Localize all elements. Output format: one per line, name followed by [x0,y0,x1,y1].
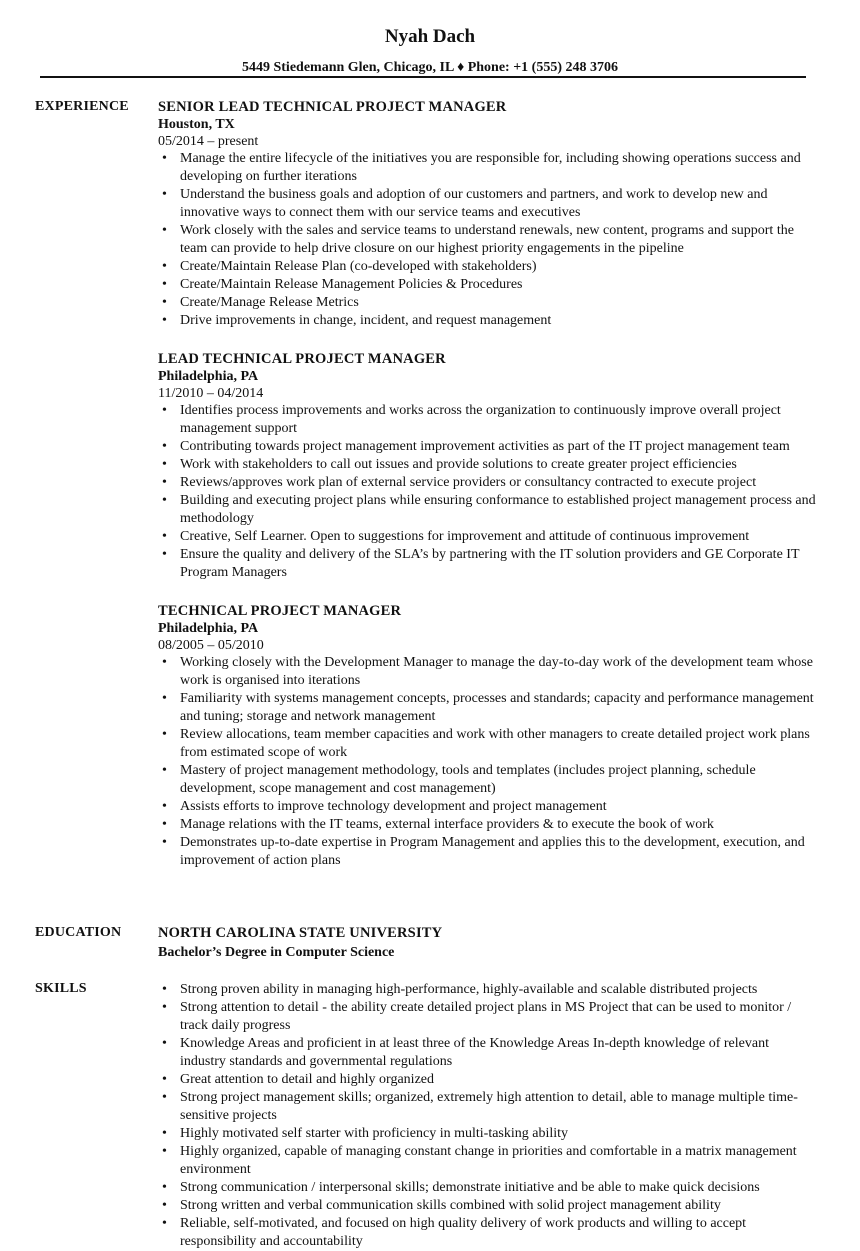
list-item: • Work with stakeholders to call out issues and provide solutions to create greater project efficiencies [158,456,818,474]
job-title: LEAD TECHNICAL PROJECT MANAGER [158,351,446,367]
list-item: • Create/Manage Release Metrics [158,294,818,312]
list-item: • Contributing towards project management improvement activities as part of the IT project management team [158,438,818,456]
education-body [158,924,818,964]
job-location: Philadelphia, PA [158,621,259,636]
list-item: • Great attention to detail and highly organized [158,1071,818,1089]
experience-heading: EXPERIENCE [35,99,129,114]
skills-heading: SKILLS [35,981,87,996]
job-entry [158,98,818,330]
list-item: • Knowledge Areas and proficient in at least three of the Knowledge Areas In-depth knowledge of relevant industry standards and governmental regulations [158,1035,818,1071]
job-bullet-list [158,654,818,870]
list-item: • Strong project management skills; organized, extremely high attention to detail, able to manage multiple time-sensitive projects [158,1089,818,1125]
list-item: • Ensure the quality and delivery of the SLA’s by partnering with the IT solution providers and GE Corporate IT Program Managers [158,546,818,582]
list-item: • Reviews/approves work plan of external service providers or consultancy contracted to execute project [158,474,818,492]
list-item: • Strong communication / interpersonal skills; demonstrate initiative and be able to make quick decisions [158,1179,818,1197]
education-heading: EDUCATION [35,925,122,940]
resume-header [0,0,860,77]
list-item: • Working closely with the Development Manager to manage the day-to-day work of the development team whose work is organised into iterations [158,654,818,690]
job-dates: 08/2005 – 05/2010 [158,638,264,653]
header-divider [40,76,806,78]
list-item: • Demonstrates up-to-date expertise in Program Management and applies this to the development, execution, and improvement of action plans [158,834,818,870]
school-name: NORTH CAROLINA STATE UNIVERSITY [158,925,443,941]
list-item: • Drive improvements in change, incident, and request management [158,312,818,330]
list-item: • Create/Maintain Release Plan (co-developed with stakeholders) [158,258,818,276]
list-item: • Manage the entire lifecycle of the initiatives you are responsible for, including showing operations success and developing on further iterations [158,150,818,186]
skills-body [158,980,818,1251]
skills-bullet-list [158,981,818,1251]
list-item: • Manage relations with the IT teams, external interface providers & to execute the book of work [158,816,818,834]
list-item: • Assists efforts to improve technology development and project management [158,798,818,816]
list-item: • Review allocations, team member capacities and work with other managers to create detailed project work plans from estimated scope of work [158,726,818,762]
list-item: • Building and executing project plans while ensuring conformance to established project management process and methodology [158,492,818,528]
job-entry [158,602,818,870]
list-item: • Highly motivated self starter with proficiency in multi-tasking ability [158,1125,818,1143]
contact-line: 5449 Stiedemann Glen, Chicago, IL ♦ Phone: +1 (555) 248 3706 [241,60,619,75]
list-item: • Understand the business goals and adoption of our customers and partners, and work to develop new and innovative ways to connect them with our service teams and executives [158,186,818,222]
job-dates: 05/2014 – present [158,134,259,149]
job-location: Philadelphia, PA [158,369,259,384]
list-item: • Create/Maintain Release Management Policies & Procedures [158,276,818,294]
list-item: • Strong proven ability in managing high-performance, highly-available and scalable distributed projects [158,981,818,999]
job-dates: 11/2010 – 04/2014 [158,386,264,401]
degree: Bachelor’s Degree in Computer Science [158,945,395,960]
job-bullet-list [158,402,818,582]
list-item: • Familiarity with systems management concepts, processes and standards; capacity and performance management and tuning; storage and network management [158,690,818,726]
list-item: • Highly organized, capable of managing constant change in priorities and comfortable in a matrix management environment [158,1143,818,1179]
job-title: SENIOR LEAD TECHNICAL PROJECT MANAGER [158,99,507,115]
list-item: • Creative, Self Learner. Open to suggestions for improvement and attitude of continuous improvement [158,528,818,546]
list-item: • Strong attention to detail - the ability create detailed project plans in MS Project that can be used to monitor / track daily progress [158,999,818,1035]
list-item: • Work closely with the sales and service teams to understand renewals, new content, programs and support the team can provide to help drive closure on our highest priority engagements in the pipeline [158,222,818,258]
job-title: TECHNICAL PROJECT MANAGER [158,603,402,619]
list-item: • Strong written and verbal communication skills combined with solid project management ability [158,1197,818,1215]
list-item: • Mastery of project management methodology, tools and templates (includes project planning, schedule development, scope management and cost management) [158,762,818,798]
job-entry [158,350,818,582]
job-bullet-list [158,150,818,330]
experience-body [158,98,818,890]
candidate-name: Nyah Dach [384,26,476,47]
list-item: • Identifies process improvements and works across the organization to continuously improve overall project management support [158,402,818,438]
job-location: Houston, TX [158,117,235,132]
list-item: • Reliable, self-motivated, and focused on high quality delivery of work products and willing to accept responsibility and accountability [158,1215,818,1251]
